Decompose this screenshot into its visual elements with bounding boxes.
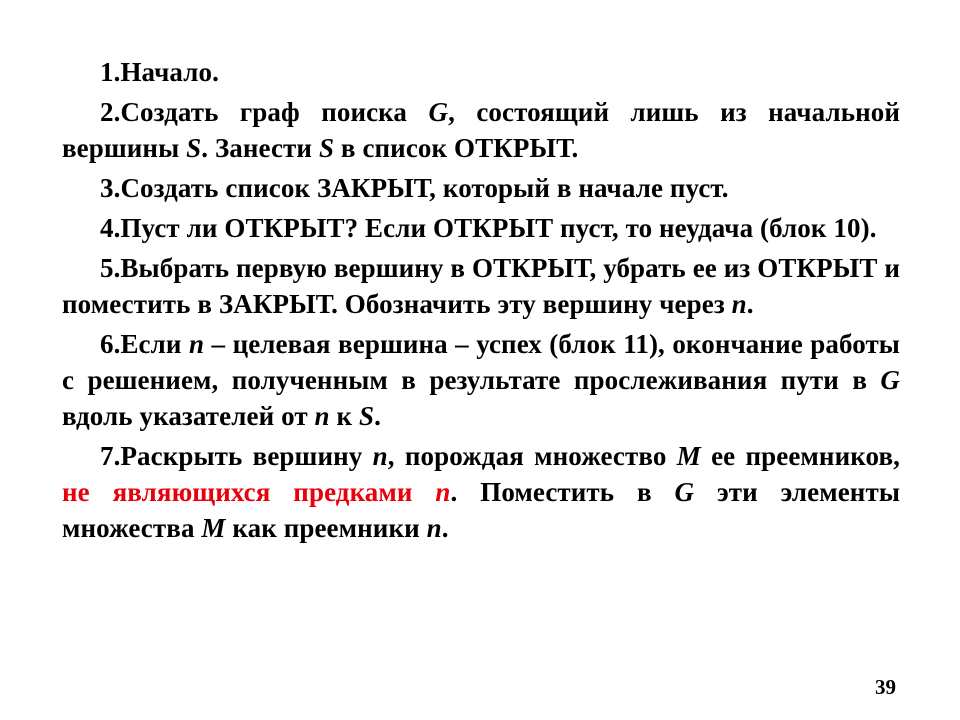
step-text: ее преемников, <box>700 441 900 471</box>
step-text: 5.Выбрать первую вершину в ОТКРЫТ, убрать ее из ОТКРЫТ и поместить в ЗАКРЫТ. Обозначить эту вершину через <box>62 253 900 319</box>
italic-symbol: n <box>314 401 330 431</box>
step-text: . Поместить в <box>450 477 675 507</box>
step-text: . <box>441 513 449 543</box>
italic-symbol: G <box>880 365 900 395</box>
highlighted-text: не являющихся предками <box>62 477 436 507</box>
italic-symbol: S <box>318 133 335 163</box>
step-3 <box>62 170 900 206</box>
italic-symbol: M <box>201 513 226 543</box>
step-4 <box>62 210 900 246</box>
step-5 <box>62 250 900 322</box>
italic-symbol: S <box>359 401 375 431</box>
step-text: . Занести <box>201 133 319 163</box>
slide-body <box>62 54 900 550</box>
step-2 <box>62 94 900 166</box>
italic-symbol: n <box>731 289 747 319</box>
highlighted-text: n <box>435 477 451 507</box>
italic-symbol: n <box>372 441 388 471</box>
step-1 <box>62 54 900 90</box>
step-7 <box>62 438 900 546</box>
italic-symbol: G <box>428 97 449 127</box>
step-text: 3.Создать список ЗАКРЫТ, который в начале пуст. <box>100 173 729 203</box>
step-text: к <box>329 401 360 431</box>
step-text: 2.Создать граф поиска <box>100 97 429 127</box>
italic-symbol: G <box>674 477 695 507</box>
step-text: в список ОТКРЫТ. <box>334 133 579 163</box>
step-text: . <box>746 289 754 319</box>
step-text: 7.Раскрыть вершину <box>100 441 373 471</box>
italic-symbol: n <box>188 329 205 359</box>
page-number: 39 <box>875 675 896 699</box>
step-text: , порождая множество <box>387 441 677 471</box>
step-text: 4.Пуст ли ОТКРЫТ? Если ОТКРЫТ пуст, то неудача (блок 10). <box>100 213 877 243</box>
step-text: эти элементы множества <box>62 477 900 543</box>
italic-symbol: M <box>676 441 701 471</box>
step-text: . <box>374 401 381 431</box>
step-text: 1.Начало. <box>100 57 219 87</box>
step-6 <box>62 326 900 434</box>
step-text: – целевая вершина – успех (блок 11), окончание работы с решением, полученным в результате прослеживания пути в <box>62 329 900 395</box>
step-text: 6.Если <box>100 329 189 359</box>
italic-symbol: S <box>186 133 202 163</box>
step-text: как преемники <box>225 513 427 543</box>
step-text: , состоящий лишь из начальной вершины <box>62 97 900 163</box>
step-text: вдоль указателей от <box>62 401 315 431</box>
italic-symbol: n <box>426 513 442 543</box>
